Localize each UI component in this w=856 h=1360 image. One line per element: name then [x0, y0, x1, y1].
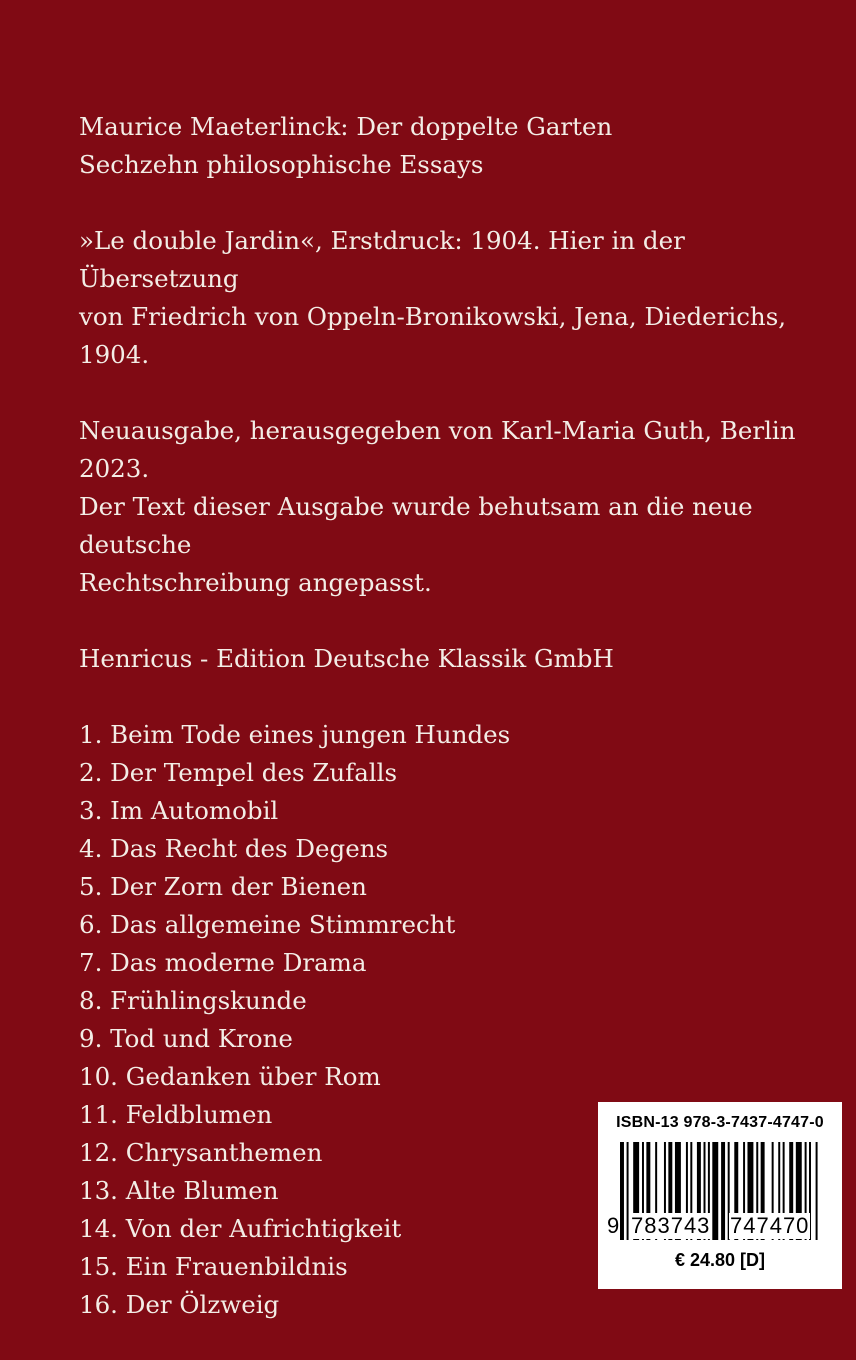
price-label: € 24.80 [D] — [674, 1250, 766, 1270]
toc-item: 11. Feldblumen — [79, 1100, 273, 1129]
toc-item: 6. Das allgemeine Stimmrecht — [79, 910, 456, 939]
new-edition-line-2: Der Text dieser Ausgabe wurde behutsam an die neue deutsche — [79, 492, 753, 559]
new-edition-line-3: Rechtschreibung angepasst. — [79, 568, 432, 597]
toc-item: 3. Im Automobil — [79, 796, 279, 825]
toc-item: 1. Beim Tode eines jungen Hundes — [79, 720, 511, 749]
barcode-digits-right: 747470 — [730, 1213, 810, 1238]
toc-item: 4. Das Recht des Degens — [79, 834, 389, 863]
publisher-name: Henricus - Edition Deutsche Klassik GmbH — [79, 644, 614, 673]
toc-item: 13. Alte Blumen — [79, 1176, 279, 1205]
isbn-label: ISBN-13 978-3-7437-4747-0 — [616, 1114, 824, 1131]
toc-item: 9. Tod und Krone — [79, 1024, 293, 1053]
original-edition-line-1: »Le double Jardin«, Erstdruck: 1904. Hier in der Übersetzung — [79, 226, 685, 293]
toc-item: 7. Das moderne Drama — [79, 948, 367, 977]
barcode-digit-first: 9 — [607, 1213, 620, 1238]
book-title-line: Maurice Maeterlinck: Der doppelte Garten — [79, 112, 613, 141]
toc-item: 5. Der Zorn der Bienen — [79, 872, 367, 901]
toc-item: 14. Von der Aufrichtigkeit — [79, 1214, 402, 1243]
toc-item: 12. Chrysanthemen — [79, 1138, 323, 1167]
toc-item: 10. Gedanken über Rom — [79, 1062, 381, 1091]
toc-item: 15. Ein Frauenbildnis — [79, 1252, 348, 1281]
book-subtitle-line: Sechzehn philosophische Essays — [79, 150, 484, 179]
barcode-digits-left: 783743 — [631, 1213, 711, 1238]
toc-item: 8. Frühlingskunde — [79, 986, 307, 1015]
new-edition-line-1: Neuausgabe, herausgegeben von Karl-Maria Guth, Berlin 2023. — [79, 416, 796, 483]
toc-item: 2. Der Tempel des Zufalls — [79, 758, 398, 787]
barcode-digits — [606, 1213, 836, 1243]
isbn-barcode-box — [598, 1102, 842, 1289]
toc-item: 16. Der Ölzweig — [79, 1290, 280, 1319]
original-edition-line-2: von Friedrich von Oppeln-Bronikowski, Jena, Diederichs, 1904. — [79, 302, 787, 369]
